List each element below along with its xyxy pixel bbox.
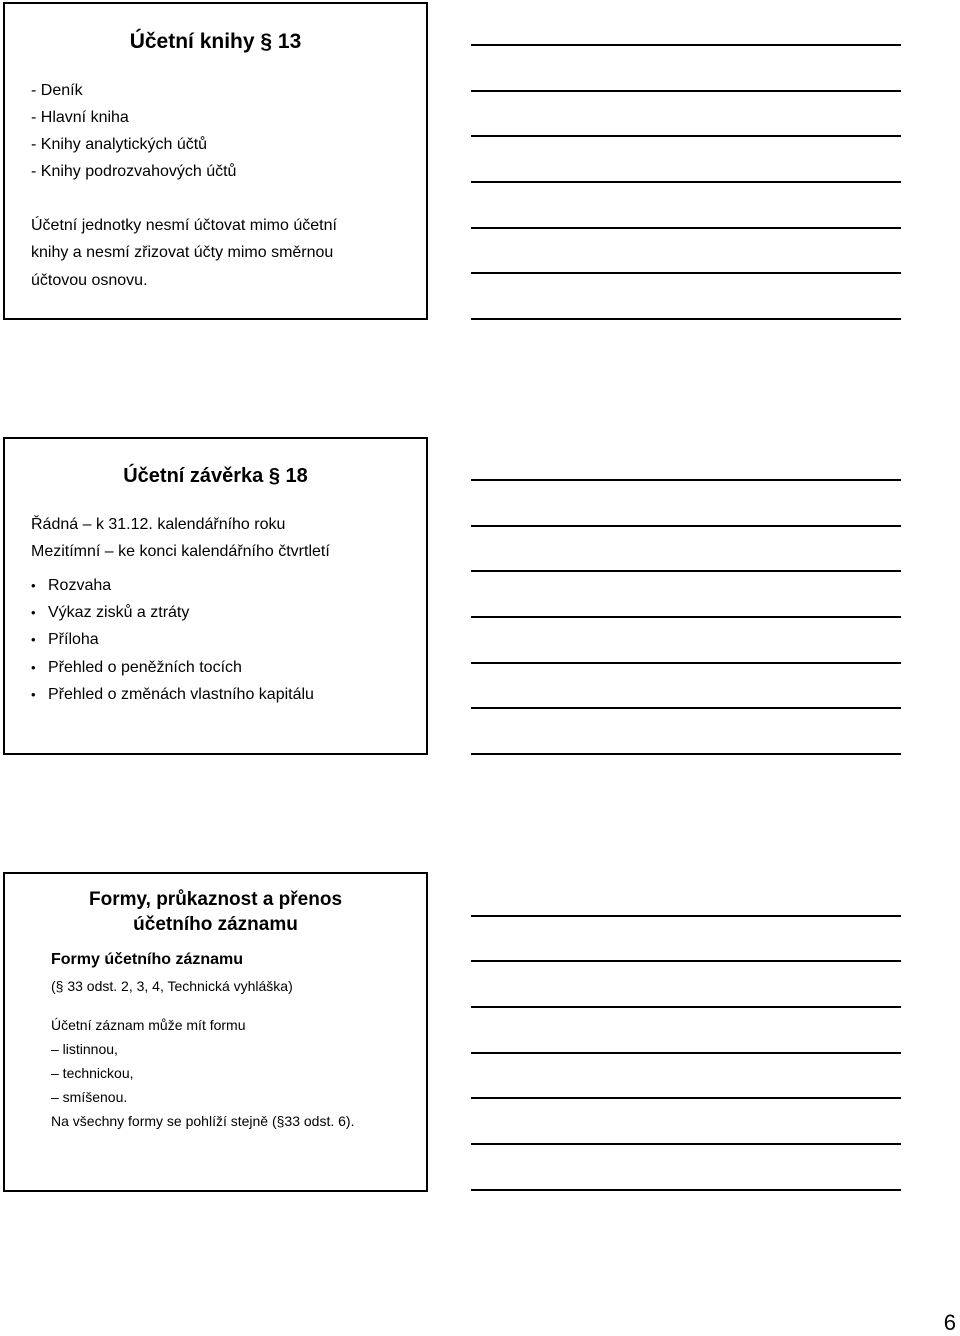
note-line [471,616,901,618]
slide-title-line2: účetního záznamu [133,914,298,935]
note-line [471,915,901,917]
bullet-icon: • [31,660,36,675]
bullet-icon: • [31,578,36,593]
bullet-item [31,577,111,595]
note-line [471,707,901,709]
slide-title: Účetní knihy § 13 [129,30,302,53]
bullet-text: Rozvaha [48,577,112,594]
note-line [471,753,901,755]
note-line [471,44,901,46]
list-item: - Knihy analytických účtů [31,136,208,153]
bullet-item [31,604,189,622]
note-line [471,479,901,481]
slide-ucetni-knihy [3,2,428,320]
note-line [471,1143,901,1145]
note-line [471,662,901,664]
slide-ucetni-zaverka [3,437,428,755]
bullet-text: Přehled o peněžních tocích [48,659,242,676]
note-line [471,960,901,962]
paragraph-line: účtovou osnovu. [31,272,148,289]
form-item: – listinnou, [51,1041,118,1057]
subheading: Formy účetního záznamu [51,951,244,968]
slide-formy-zaznamu [3,872,428,1192]
form-item: – smíšenou. [51,1089,128,1105]
bullet-icon: • [31,632,36,647]
paragraph-line: Účetní jednotky nesmí účtovat mimo účetní [31,217,337,234]
bullet-text: Výkaz zisků a ztráty [48,604,190,621]
list-item: - Knihy podrozvahových účtů [31,163,237,180]
note-line [471,318,901,320]
bullet-icon: • [31,687,36,702]
form-item: – technickou, [51,1065,134,1081]
bullet-text: Přehled o změnách vlastního kapitálu [48,686,314,703]
note-line [471,1189,901,1191]
list-item: - Hlavní kniha [31,109,129,126]
note-line [471,135,901,137]
list-item: - Deník [31,82,83,99]
bullet-icon: • [31,605,36,620]
paragraph-line: knihy a nesmí zřizovat účty mimo směrnou [31,244,334,261]
note-line [471,272,901,274]
note-line [471,1097,901,1099]
slide-title: Účetní závěrka § 18 [123,465,308,487]
note-line [471,1052,901,1054]
note-line [471,227,901,229]
bullet-text: Příloha [48,631,99,648]
note-line [471,570,901,572]
bullet-item [31,659,242,677]
text-line-radna: Řádná – k 31.12. kalendářního roku [31,516,286,533]
legal-reference: (§ 33 odst. 2, 3, 4, Technická vyhláška) [51,978,293,994]
note-line [471,525,901,527]
intro-text: Účetní záznam může mít formu [51,1017,246,1033]
note-line [471,1006,901,1008]
note-line [471,90,901,92]
bullet-item [31,686,314,704]
note-line [471,181,901,183]
slide-title-line1: Formy, průkaznost a přenos [88,889,343,910]
bullet-item [31,631,99,649]
page-number: 6 [943,1310,956,1335]
closing-text: Na všechny formy se pohlíží stejně (§33 odst. 6). [51,1113,355,1129]
text-line-mezitimni: Mezitímní – ke konci kalendářního čtvrtletí [31,543,330,560]
